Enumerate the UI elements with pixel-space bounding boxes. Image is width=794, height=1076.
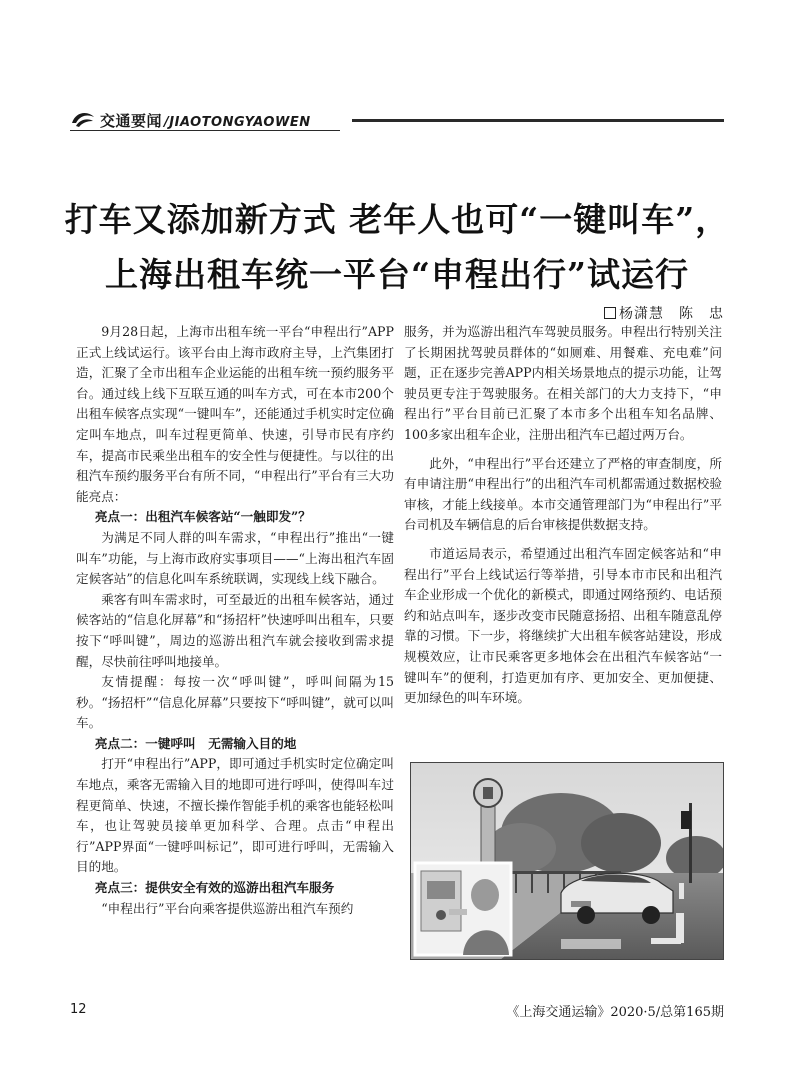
- article-title-line1: 打车又添加新方式 老年人也可“一键叫车”，: [64, 200, 730, 239]
- header-rule: [352, 119, 724, 122]
- paragraph: “申程出行”平台向乘客提供巡游出租汽车预约: [101, 900, 354, 916]
- paragraph: 服务，并为巡游出租汽车驾驶员服务。申程出行特别关注了长期困扰驾驶员群体的“如厕难、用餐难、充电难”问题，正在逐步完善APP内相关场景地点的提示功能，让驾驶员更专注于驾驶服务。在相关部门的大力支持下，“申程出行”平台目前已汇聚了本市多个出租车知名品牌、100多家出租车企业，注册出租汽车已超过两万台。: [404, 324, 722, 442]
- highlight-heading-3: 亮点三：提供安全有效的巡游出租汽车服务: [94, 880, 335, 896]
- paragraph: 乘客有叫车需求时，可至最近的出租车候客站，通过候客站的“信息化屏幕”和“扬招杆”快速呼叫出租车，只要按下“呼叫键”，周边的巡游出租汽车就会接收到需求提醒，尽快前往呼叫地接单。: [76, 591, 394, 669]
- header-underline: [70, 130, 340, 131]
- paragraph: 9月28日起，上海市出租车统一平台“申程出行”APP正式上线试运行。该平台由上海市政府主导，上汽集团打造，汇聚了全市出租车企业运能的出租车统一预约服务平台。通过线上线下互联互通的叫车方式，可在本市200个出租车候客点实现“一键叫车”，还能通过手机实时定位确定叫车地点，叫车过程更简单、快速，引导市民有序约车，提高市民乘坐出租车的安全性与便捷性。与以往的出租汽车预约服务平台有所不同，“申程出行”平台有三大功能亮点：: [76, 324, 394, 504]
- byline: [604, 303, 724, 323]
- byline-authors: 杨潇慧 陈 忠: [619, 306, 724, 322]
- magazine-issue: 《上海交通运输》2020·5/总第165期: [506, 1005, 724, 1020]
- left-column: [76, 322, 394, 919]
- section-title: 交通要闻 /JIAOTONGYAOWEN: [100, 112, 311, 130]
- paragraph: 此外，“申程出行”平台还建立了严格的审查制度，所有申请注册“申程出行”的出租汽车司机都需通过数据校验审核，才能上线接单。本市交通管理部门为“申程出行”平台司机及车辆信息的后台审核提供数据支持。: [404, 455, 722, 533]
- article-title-line2: 上海出租车统一平台“申程出行”试运行: [105, 255, 689, 294]
- page-number: 12: [70, 1002, 87, 1017]
- section-logo-icon: [70, 109, 96, 129]
- paragraph: 市道运局表示，希望通过出租汽车固定候客站和“申程出行”平台上线试运行等举措，引导本市市民和出租汽车企业形成一个优化的新模式，即通过网络预约、电话预约和站点叫车，逐步改变市民随意扬招、出租车随意乱停靠的习惯。下一步，将继续扩大出租车候客站建设，形成规模效应，让市民乘客更多地体会在出租汽车候客站“一键叫车”的便利，打造更加有序、更加安全、更加便捷、更加绿色的叫车环境。: [404, 545, 722, 706]
- paragraph: 为满足不同人群的叫车需求，“申程出行”推出“一键叫车”功能，与上海市政府实事项目——“上海出租汽车固定候客站”的信息化叫车系统联调，实现线上线下融合。: [76, 529, 394, 587]
- right-column: [404, 322, 722, 709]
- highlight-heading-1: 亮点一：出租汽车候客站“一触即发”？: [94, 509, 311, 525]
- paragraph: 友情提醒：每按一次“呼叫键”，呼叫间隔为15秒。“扬招杆”“信息化屏幕”只要按下“呼叫键”，就可以叫车。: [76, 674, 394, 731]
- byline-box-icon: [604, 307, 616, 319]
- paragraph: 打开“申程出行”APP，即可通过手机实时定位确定叫车地点，乘客无需输入目的地即可进行呼叫，使得叫车过程更简单、快速，不擅长操作智能手机的乘客也能轻松叫车，也让驾驶员接单更加科学、合理。点击“申程出行”APP界面“一键呼叫标记”，即可进行呼叫，无需输入目的地。: [76, 756, 394, 875]
- highlight-heading-2: 亮点二：一键呼叫 无需输入目的地: [94, 735, 297, 751]
- taxi-stand-photo: [410, 762, 724, 960]
- section-title-en: /JIAOTONGYAOWEN: [164, 115, 311, 130]
